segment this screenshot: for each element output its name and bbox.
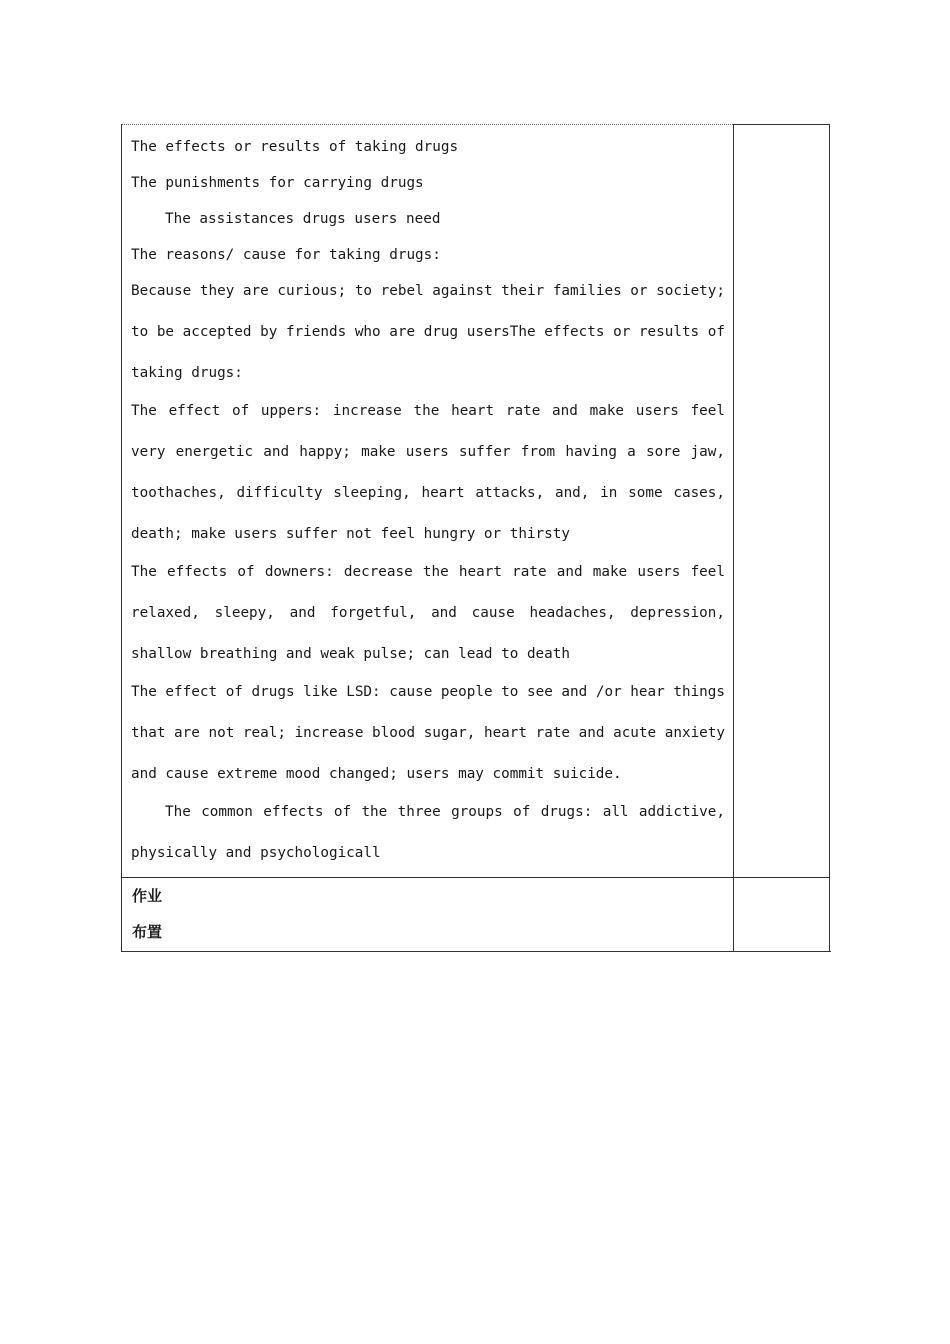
- paragraph-effects-heading: The effects or results of taking drugs: [131, 139, 459, 155]
- homework-row: [122, 878, 830, 952]
- paragraph-reasons-body: Because they are curious; to rebel against their families or society; to be accepted by friends who are drug usersThe effects or results of taking drugs:: [131, 283, 725, 381]
- paragraph-punishments-heading: The punishments for carrying drugs: [131, 175, 424, 191]
- lesson-content-cell: [122, 125, 734, 878]
- paragraph-common-effects: The common effects of the three groups of drugs: all addictive, physically and psychologicall: [131, 804, 725, 861]
- paragraph-assistances-heading: The assistances drugs users need: [165, 211, 441, 227]
- homework-label-cell: [122, 878, 734, 952]
- homework-content-cell: [734, 878, 830, 952]
- paragraph-lsd-effects: The effect of drugs like LSD: cause people to see and /or hear things that are not real; increase blood sugar, heart rate and acute anxiety and cause extreme mood changed; users may commit suicide.: [131, 684, 725, 782]
- lesson-side-cell: [734, 125, 830, 878]
- paragraph-uppers-effects: The effect of uppers: increase the heart rate and make users feel very energetic and happy; make users suffer from having a sore jaw, toothaches, difficulty sleeping, heart attacks, and, in some cases, death; make users suffer not feel hungry or thirsty: [131, 403, 725, 542]
- lesson-table: [121, 124, 830, 952]
- homework-label-line1: 作业: [132, 887, 163, 905]
- paragraph-downers-effects: The effects of downers: decrease the heart rate and make users feel relaxed, sleepy, and forgetful, and cause headaches, depression, shallow breathing and weak pulse; can lead to death: [131, 564, 725, 662]
- lesson-content-row: [122, 125, 830, 878]
- paragraph-reasons-heading: The reasons/ cause for taking drugs:: [131, 247, 441, 263]
- homework-label-line2: 布置: [132, 923, 163, 941]
